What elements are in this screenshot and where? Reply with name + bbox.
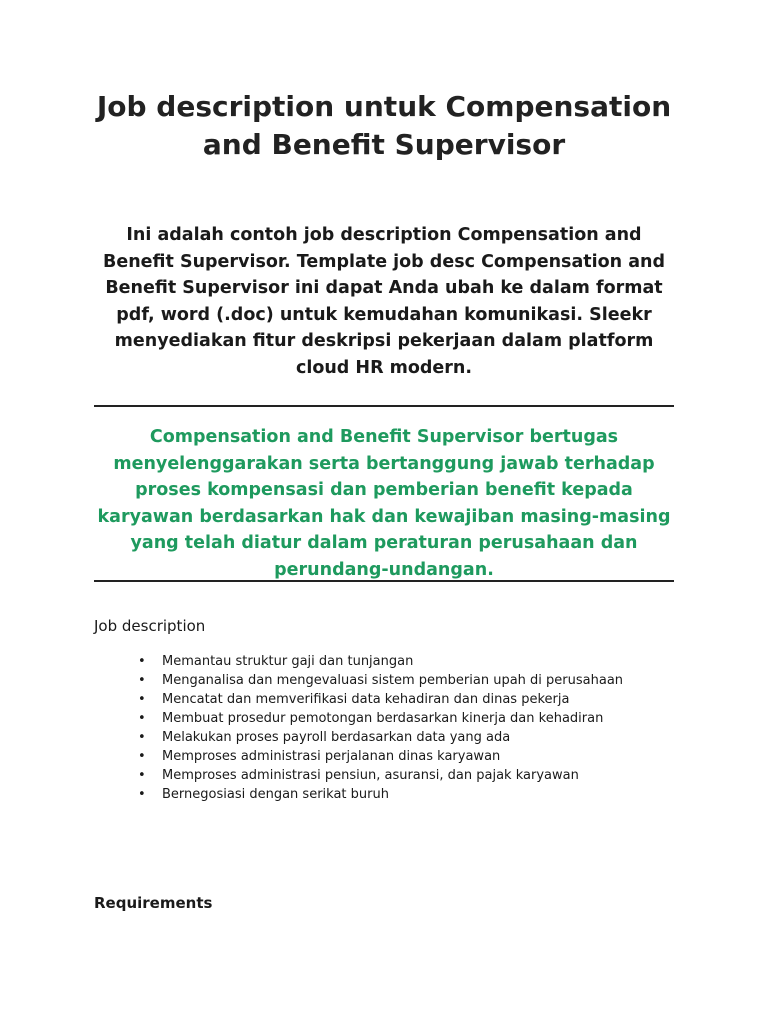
bullet-icon: • — [138, 710, 146, 726]
duty-text: Melakukan proses payroll berdasarkan data yang ada — [162, 729, 511, 745]
duty-text: Memproses administrasi pensiun, asuransi, dan pajak karyawan — [162, 767, 579, 783]
duty-text: Mencatat dan memverifikasi data kehadiran dan dinas pekerja — [162, 691, 570, 707]
summary-top-divider — [94, 405, 674, 407]
duties-list — [136, 653, 656, 805]
duty-text: Memproses administrasi perjalanan dinas karyawan — [162, 748, 501, 764]
requirements-heading: Requirements — [94, 894, 213, 912]
list-item — [136, 691, 656, 709]
list-item — [136, 748, 656, 766]
duty-text: Menganalisa dan mengevaluasi sistem pemberian upah di perusahaan — [162, 672, 624, 688]
role-summary: Compensation and Benefit Supervisor bertugas menyelenggarakan serta bertanggung jawab terhadap proses kompensasi dan pemberian benefit kepada karyawan berdasarkan hak dan kewajiban masing-masing yang telah diatur dalam peraturan perusahaan dan perundang-undangan. — [97, 427, 671, 580]
duty-text: Membuat prosedur pemotongan berdasarkan kinerja dan kehadiran — [162, 710, 604, 726]
bullet-icon: • — [138, 786, 146, 802]
list-item — [136, 710, 656, 728]
list-item — [136, 653, 656, 671]
document-title: Job description untuk Compensation and Benefit Supervisor — [96, 90, 672, 161]
list-item — [136, 767, 656, 785]
list-item — [136, 729, 656, 747]
intro-paragraph: Ini adalah contoh job description Compensation and Benefit Supervisor. Template job desc Compensation and Benefit Supervisor ini dapat Anda ubah ke dalam format pdf, word (.doc) untuk kemudahan komunikasi. Sleekr menyediakan fitur deskripsi pekerjaan dalam platform cloud HR modern. — [103, 225, 665, 378]
bullet-icon: • — [138, 729, 146, 745]
bullet-icon: • — [138, 767, 146, 783]
list-item — [136, 786, 656, 804]
summary-bottom-divider — [94, 580, 674, 582]
bullet-icon: • — [138, 672, 146, 688]
duty-text: Bernegosiasi dengan serikat buruh — [162, 786, 389, 802]
bullet-icon: • — [138, 691, 146, 707]
bullet-icon: • — [138, 748, 146, 764]
duty-text: Memantau struktur gaji dan tunjangan — [162, 654, 414, 669]
job-description-heading: Job description — [94, 617, 206, 635]
list-item — [136, 672, 656, 690]
bullet-icon: • — [138, 654, 146, 669]
